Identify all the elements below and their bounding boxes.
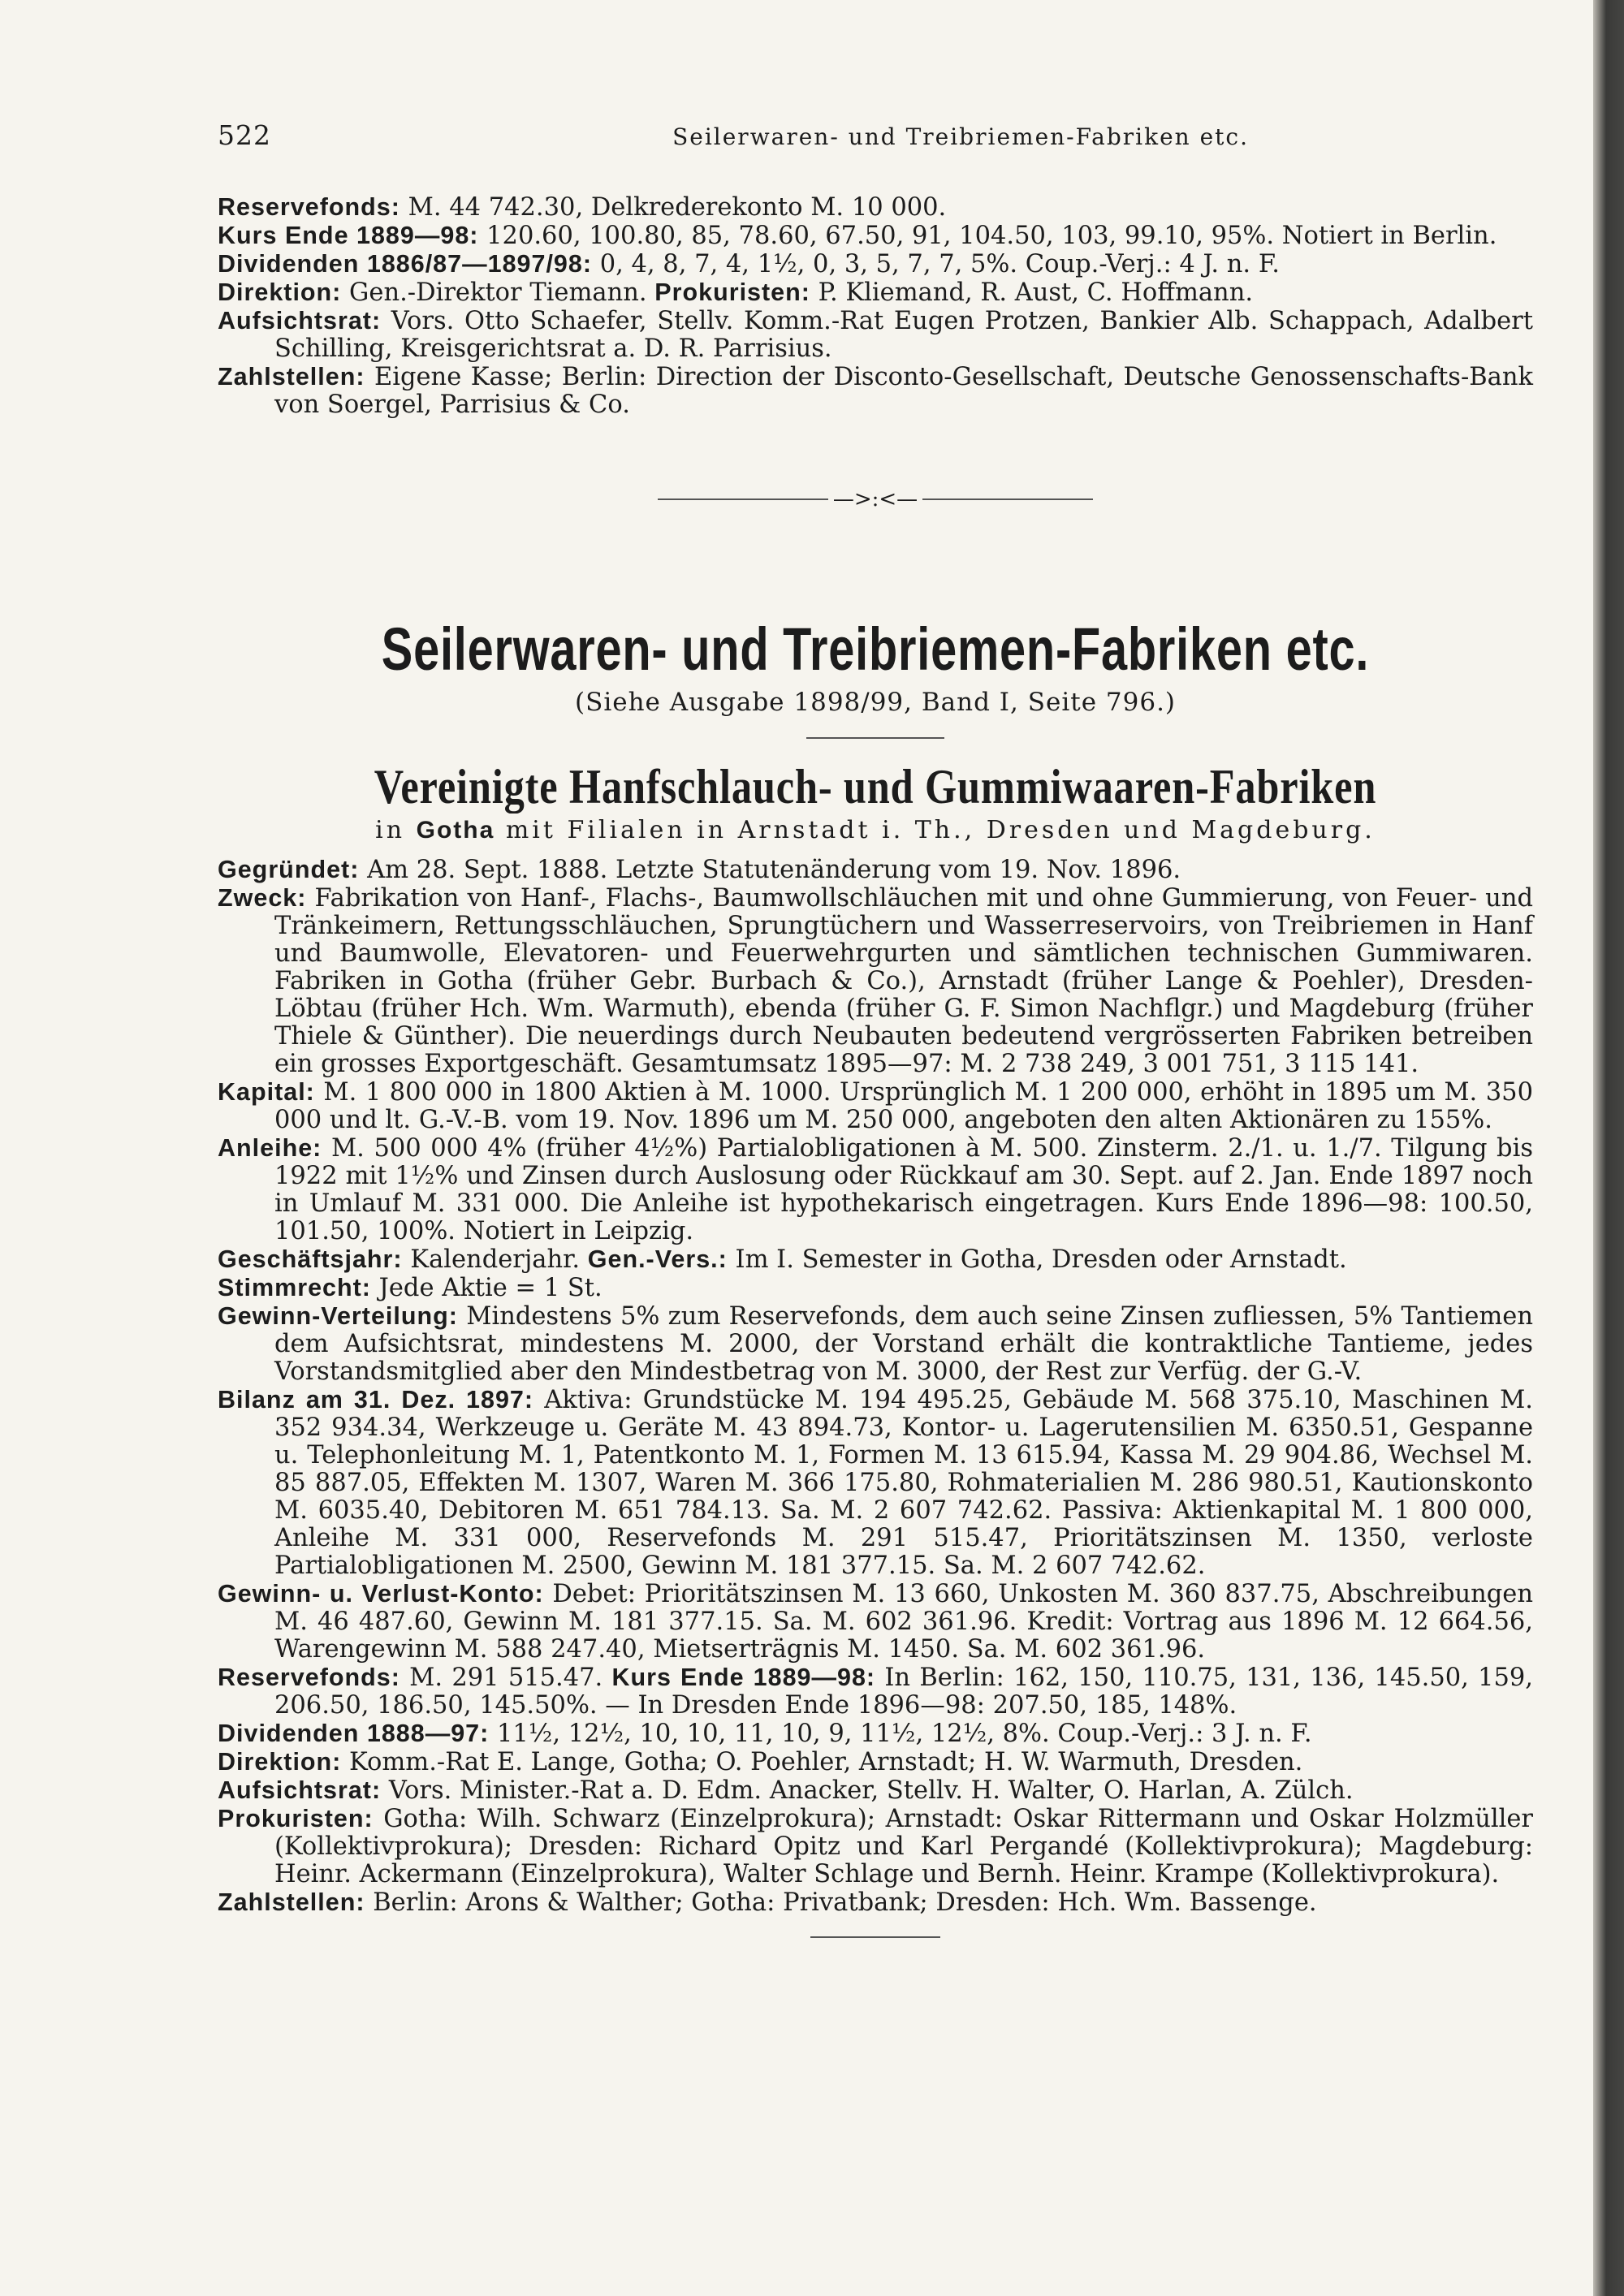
section-title: Seilerwaren- und Treibriemen-Fabriken etc.	[381, 615, 1370, 683]
entry-label: Kurs Ende 1889—98:	[218, 222, 479, 249]
scanner-edge-bar	[1593, 0, 1624, 2296]
section-rule	[806, 737, 944, 739]
ornament-divider	[218, 487, 1533, 511]
entry-label: Gewinn-Verteilung:	[218, 1302, 458, 1330]
entry-text: M. 1 800 000 in 1800 Aktien à M. 1000. Ursprünglich M. 1 200 000, erhöht in 1895 um M. 350 000 und lt. G.-V.-B. vom 19. Nov. 1896 um M. 250 000, angeboten den alten Aktionären zu 155%.	[274, 1078, 1533, 1134]
page-number: 522	[218, 119, 271, 151]
company-location	[218, 817, 1533, 844]
closing-rule	[810, 1936, 940, 1938]
entry-label: Direktion:	[218, 1748, 342, 1776]
entry-text: Am 28. Sept. 1888. Letzte Statutenänderung vom 19. Nov. 1896.	[367, 856, 1181, 884]
entry-bilanz	[218, 1386, 1533, 1580]
location-rest: mit Filialen in Arnstadt i. Th., Dresden und Magdeburg.	[505, 816, 1376, 844]
entry-label: Dividenden 1888—97:	[218, 1720, 490, 1747]
entry-zweck	[218, 884, 1533, 1078]
section-note: (Siehe Ausgabe 1898/99, Band I, Seite 796.)	[574, 688, 1177, 717]
entry-label-secondary: Gen.-Vers.:	[587, 1245, 728, 1273]
location-prefix: in	[375, 816, 406, 844]
entry-reservefonds	[218, 1664, 1533, 1720]
entry-text: Gen.-Direktor Tiemann.	[349, 278, 647, 307]
entry-label: Zweck:	[218, 884, 307, 912]
entry-label: Gewinn- u. Verlust-Konto:	[218, 1580, 544, 1608]
entry-text-secondary: In Berlin: 162, 150, 110.75, 131, 136, 145.50, 159, 206.50, 186.50, 145.50%. — In Dresden Ende 1896—98: 207.50, 185, 148%.	[274, 1664, 1533, 1720]
entry-label: Aufsichtsrat:	[218, 307, 382, 334]
entry-gewinn-verlust-konto	[218, 1580, 1533, 1664]
entry-text: Debet: Prioritätszinsen M. 13 660, Unkosten M. 360 837.75, Abschreibungen M. 46 487.60, Gewinn M. 181 377.15. Sa. M. 602 361.96. Kredit: Vortrag aus 1896 M. 12 664.56, Warengewinn M. 588 247.40, Mietserträgnis M. 1450. Sa. M. 602 361.96.	[274, 1580, 1534, 1664]
entry-text: 0, 4, 8, 7, 4, 1½, 0, 3, 5, 7, 7, 5%. Coup.-Verj.: 4 J. n. F.	[599, 250, 1280, 278]
entry-direktion-prev	[218, 278, 1533, 307]
entry-text: Vors. Minister.-Rat a. D. Edm. Anacker, Stellv. H. Walter, O. Harlan, A. Zülch.	[388, 1776, 1354, 1805]
location-city: Gotha	[416, 817, 495, 844]
entry-text-secondary: Im I. Semester in Gotha, Dresden oder Arnstadt.	[735, 1245, 1347, 1274]
entry-text: 11½, 12½, 10, 10, 11, 10, 9, 11½, 12½, 8%. Coup.-Verj.: 3 J. n. F.	[497, 1720, 1312, 1748]
entry-text: M. 44 742.30, Delkrederekonto M. 10 000.	[408, 193, 947, 222]
ornament-glyph: —>:<—	[832, 487, 918, 511]
entry-label: Reservefonds:	[218, 193, 400, 221]
entry-stimmrecht	[218, 1274, 1533, 1302]
entry-label-secondary: Kurs Ende 1889—98:	[611, 1664, 876, 1691]
entry-text: Jede Aktie = 1 St.	[378, 1274, 603, 1302]
entry-gegruendet	[218, 856, 1533, 884]
entry-text-secondary: P. Kliemand, R. Aust, C. Hoffmann.	[818, 278, 1254, 307]
entry-kurs-prev	[218, 222, 1533, 250]
entry-text: 120.60, 100.80, 85, 78.60, 67.50, 91, 104.50, 103, 99.10, 95%. Notiert in Berlin.	[486, 222, 1497, 250]
entry-label-secondary: Prokuristen:	[654, 278, 810, 306]
entry-label: Dividenden 1886/87—1897/98:	[218, 250, 593, 278]
entry-text: Fabrikation von Hanf-, Flachs-, Baumwollschläuchen mit und ohne Gummierung, von Feuer- und Tränkeimern, Rettungsschläuchen, Sprungtüchern und Wasserreservoirs, von Treibriemen in Hanf und Baumwolle, Elevatoren- und Feuerwehrgurten und sämtlichen technischen Gummiwaren. Fabriken in Gotha (früher Gebr. Burbach & Co.), Arnstadt (früher Lange & Poehler), Dresden-Löbtau (früher Hch. Wm. Warmuth), ebenda (früher G. F. Simon Nachflgr.) und Magdeburg (früher Thiele & Günther). Die neuerdings durch Neubauten bedeutend vergrösserten Fabriken betreiben ein grosses Exportgeschäft. Gesamtumsatz 1895—97: M. 2 738 249, 3 001 751, 3 115 141.	[274, 884, 1533, 1078]
entry-text: Aktiva: Grundstücke M. 194 495.25, Gebäude M. 568 375.10, Maschinen M. 352 934.34, Werkzeuge u. Geräte M. 43 894.73, Kontor- u. Lagerutensilien M. 6350.51, Gespanne u. Telephonleitung M. 1, Patentkonto M. 1, Formen M. 13 615.94, Kassa M. 29 904.86, Wechsel M. 85 887.05, Effekten M. 1307, Waren M. 366 175.80, Rohmaterialien M. 286 980.51, Kautionskonto M. 6035.40, Debitoren M. 651 784.13. Sa. M. 2 607 742.62. Passiva: Aktienkapital M. 1 800 000, Anleihe M. 331 000, Reservefonds M. 291 515.47, Prioritätszinsen M. 1350, verloste Partialobligationen M. 2500, Gewinn M. 181 377.15. Sa. M. 2 607 742.62.	[274, 1386, 1533, 1580]
entry-text: Vors. Otto Schaefer, Stellv. Komm.-Rat Eugen Protzen, Bankier Alb. Schappach, Adalbert Schilling, Kreisgerichtsrat a. D. R. Parrisius.	[274, 307, 1533, 363]
entry-label: Reservefonds:	[218, 1664, 400, 1691]
entry-text: Komm.-Rat E. Lange, Gotha; O. Poehler, Arnstadt; H. W. Warmuth, Dresden.	[349, 1748, 1303, 1776]
entry-dividenden-prev	[218, 250, 1533, 278]
entry-anleihe	[218, 1134, 1533, 1245]
entry-text: Kalenderjahr.	[410, 1245, 581, 1274]
company-name: Vereinigte Hanfschlauch- und Gummiwaaren-Fabriken	[374, 760, 1377, 814]
entry-label: Zahlstellen:	[218, 363, 365, 391]
entry-text: Mindestens 5% zum Reservefonds, dem auch seine Zinsen zufliessen, 5% Tantiemen dem Aufsichtsrat, mindestens M. 2000, der Vorstand erhält die kontraktliche Tantieme, jedes Vorstandsmitglied aber den Mindestbetrag von M. 3000, der Rest zur Verfüg. der G.-V.	[274, 1302, 1534, 1386]
company-entries	[218, 856, 1533, 1917]
entry-geschaeftsjahr	[218, 1245, 1533, 1274]
entry-label: Stimmrecht:	[218, 1274, 371, 1301]
entry-text: Gotha: Wilh. Schwarz (Einzelprokura); Arnstadt: Oskar Rittermann und Oskar Holzmüller (Kollektivprokura); Dresden: Richard Opitz und Karl Pergandé (Kollektivprokura); Magdeburg: Heinr. Ackermann (Einzelprokura), Walter Schlage und Bernh. Heinr. Krampe (Kollektivprokura).	[274, 1805, 1533, 1888]
entry-aufsichtsrat-prev	[218, 307, 1533, 363]
divider-line	[658, 498, 828, 500]
entry-text: M. 291 515.47.	[409, 1664, 603, 1692]
entry-kapital	[218, 1078, 1533, 1134]
entry-aufsichtsrat	[218, 1776, 1533, 1805]
previous-company-section	[218, 193, 1533, 419]
entry-label: Prokuristen:	[218, 1805, 374, 1832]
entry-direktion	[218, 1748, 1533, 1776]
entry-zahlstellen-prev	[218, 363, 1533, 419]
entry-text: Eigene Kasse; Berlin: Direction der Disconto-Gesellschaft, Deutsche Genossenschafts-Bank von Soergel, Parrisius & Co.	[274, 363, 1533, 419]
entry-zahlstellen	[218, 1888, 1533, 1917]
entry-text: Berlin: Arons & Walther; Gotha: Privatbank; Dresden: Hch. Wm. Bassenge.	[373, 1888, 1317, 1917]
entry-gewinn-verteilung	[218, 1302, 1533, 1386]
entry-label: Direktion:	[218, 278, 342, 306]
page-header	[218, 119, 1249, 151]
entry-label: Aufsichtsrat:	[218, 1776, 382, 1804]
document-page	[218, 119, 1534, 1938]
entry-label: Bilanz am 31. Dez. 1897:	[218, 1386, 534, 1413]
divider-line	[922, 498, 1093, 500]
entry-label: Zahlstellen:	[218, 1888, 365, 1916]
entry-label: Anleihe:	[218, 1134, 322, 1162]
entry-reservefonds-prev	[218, 193, 1533, 222]
entry-text: M. 500 000 4% (früher 4½%) Partialobligationen à M. 500. Zinsterm. 2./1. u. 1./7. Tilgung bis 1922 mit 1½% und Zinsen durch Auslosung oder Rückkauf am 30. Sept. auf 2. Jan. Ende 1897 noch in Umlauf M. 331 000. Die Anleihe ist hypothekarisch eingetragen. Kurs Ende 1896—98: 100.50, 101.50, 100%. Notiert in Leipzig.	[274, 1134, 1533, 1245]
entry-prokuristen	[218, 1805, 1533, 1888]
entry-label: Gegründet:	[218, 856, 360, 883]
entry-label: Kapital:	[218, 1078, 315, 1106]
entry-label: Geschäftsjahr:	[218, 1245, 403, 1273]
entry-dividenden	[218, 1720, 1533, 1748]
running-title: Seilerwaren- und Treibriemen-Fabriken etc.	[672, 123, 1249, 150]
